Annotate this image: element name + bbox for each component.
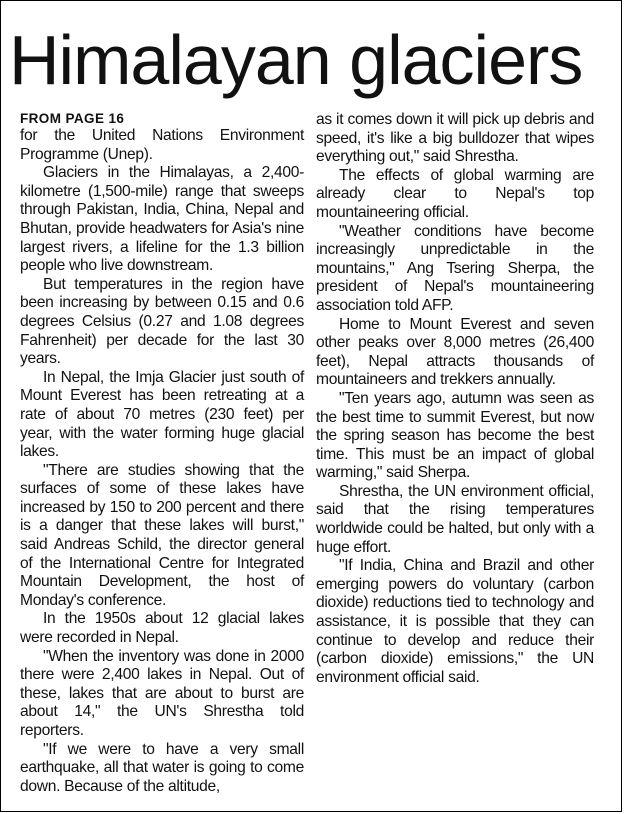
paragraph: "There are studies showing that the surfaces of some of these lakes have increased by 150 to 200 percent and there is a danger that these lakes will burst," said Andreas Schild, the director general of the International Centre for Integrated Mountain Development, the host of Monday's conference. [20,461,304,609]
article-column-left [20,111,304,796]
paragraph: Shrestha, the UN environment official, said that the rising temperatures worldwide could be halted, but only with a huge effort. [316,482,594,556]
paragraph: "If India, China and Brazil and other emerging powers do voluntary (carbon dioxide) reductions tied to technology and assistance, it is possible that they can continue to develop and reduce their (carbon dioxide) emissions," the UN environment official said. [316,557,594,686]
paragraph: But temperatures in the region have been increasing by between 0.15 and 0.6 degrees Celsius (0.27 and 1.08 degrees Fahrenheit) per decade for the last 30 years. [20,275,304,368]
headline: Himalayan glaciers [9,21,583,99]
paragraph: In Nepal, the Imja Glacier just south of Mount Everest has been retreating at a rate of about 70 metres (230 feet) per year, with the water forming huge glacial lakes. [20,368,304,461]
continued-from-kicker: FROM PAGE 16 [20,111,125,126]
paragraph: Glaciers in the Himalayas, a 2,400-kilometre (1,500-mile) range that sweeps through Pakistan, India, China, Nepal and Bhutan, provide headwaters for Asia's nine largest rivers, a lifeline for the 1.3 billion people who live downstream. [20,164,304,275]
paragraph: "If we were to have a very small earthquake, all that water is going to come down. Because of the altitude, [20,740,304,795]
paragraph: as it comes down it will pick up debris and speed, it's like a big bulldozer that wipes everything out," said Shrestha. [316,111,594,166]
paragraph: for the United Nations Environment Programme (Unep). [20,127,304,163]
paragraph: In the 1950s about 12 glacial lakes were recorded in Nepal. [20,610,304,647]
paragraph: The effects of global warming are already clear to Nepal's top mountaineering official. [316,166,594,221]
paragraph: Home to Mount Everest and seven other peaks over 8,000 metres (26,400 feet), Nepal attracts thousands of mountaineers and trekkers annually. [316,315,594,389]
paragraph: "Ten years ago, autumn was seen as the best time to summit Everest, but now the spring season has become the best time. This must be an impact of global warming," said Sherpa. [316,389,594,482]
paragraph: "When the inventory was done in 2000 there were 2,400 lakes in Nepal. Out of these, lakes that are about to burst are about 14," the UN's Shrestha told reporters. [20,647,304,739]
paragraph: "Weather conditions have become increasingly unpredictable in the mountains," Ang Tsering Sherpa, the president of Nepal's mountaineering association told AFP. [316,222,594,314]
article-column-right [316,111,594,687]
